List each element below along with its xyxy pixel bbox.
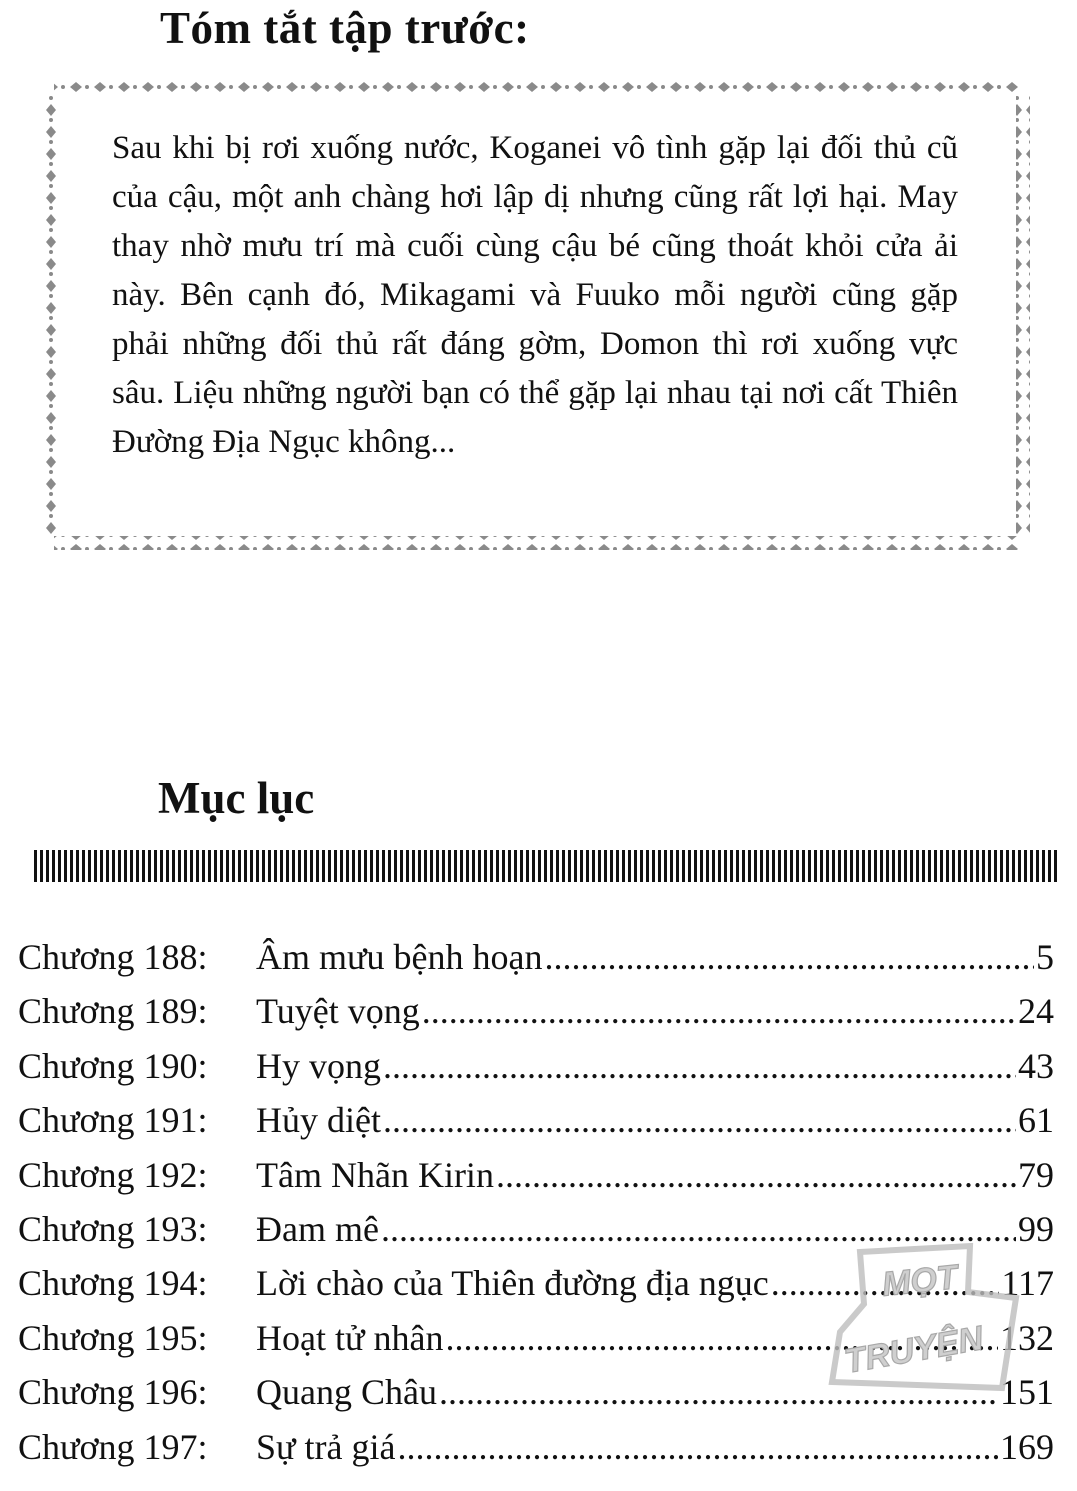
toc-chapter-name: Tâm Nhãn Kirin xyxy=(256,1154,494,1195)
toc-chapter-number: Chương 195: xyxy=(18,1317,208,1358)
toc-page-number: 99 xyxy=(1018,1208,1054,1249)
toc-chapter-number: Chương 193: xyxy=(18,1208,208,1249)
toc-chapter-name: Hoạt tử nhân xyxy=(256,1317,444,1358)
toc-chapter-name: Sự trả giá xyxy=(256,1426,396,1467)
toc-page-number: 43 xyxy=(1018,1045,1054,1086)
toc-chapter-number: Chương 190: xyxy=(18,1045,208,1086)
watermark-line-2: TRUYỆN xyxy=(841,1319,986,1381)
toc-chapter-number: Chương 192: xyxy=(18,1154,208,1195)
toc-chapter-name: Lời chào của Thiên đường địa ngục xyxy=(256,1263,769,1304)
toc-entry xyxy=(18,1099,1054,1153)
toc-page-number: 61 xyxy=(1018,1100,1054,1141)
toc-page-number: 151 xyxy=(1000,1372,1054,1413)
toc-dot-leader xyxy=(496,1154,1016,1196)
watermark-line-1: MỌT xyxy=(880,1258,960,1304)
toc-chapter-name: Âm mưu bệnh hoạn xyxy=(256,937,543,977)
summary-title: Tóm tắt tập trước: xyxy=(160,3,530,53)
toc-chapter-number: Chương 197: xyxy=(18,1426,208,1467)
toc-chapter-number: Chương 188: xyxy=(18,937,208,977)
toc-page-number: 5 xyxy=(1036,937,1054,977)
toc-chapter-number: Chương 191: xyxy=(18,1100,208,1141)
toc-dot-leader xyxy=(422,990,1016,1032)
decorative-barcode-divider xyxy=(34,850,1058,882)
watermark-logo-graphic xyxy=(820,1240,1020,1400)
toc-dot-leader xyxy=(544,936,1034,978)
toc-chapter-name: Quang Châu xyxy=(256,1372,437,1413)
toc-entry xyxy=(18,990,1054,1044)
toc-title: Mục lục xyxy=(158,773,315,823)
toc-entry xyxy=(18,1426,1054,1480)
toc-page-number: 79 xyxy=(1018,1154,1054,1195)
toc-chapter-name: Đam mê xyxy=(256,1208,379,1249)
toc-chapter-name: Hủy diệt xyxy=(256,1100,381,1141)
toc-dot-leader xyxy=(383,1099,1016,1141)
toc-chapter-number: Chương 189: xyxy=(18,991,208,1032)
toc-page-number: 169 xyxy=(1000,1426,1054,1467)
toc-page-number: 132 xyxy=(1000,1317,1054,1358)
toc-page-number: 117 xyxy=(1001,1263,1054,1304)
toc-page-number: 24 xyxy=(1018,991,1054,1032)
toc-chapter-name: Tuyệt vọng xyxy=(256,991,420,1032)
toc-dot-leader xyxy=(383,1045,1016,1087)
toc-dot-leader xyxy=(397,1426,998,1468)
summary-text: Sau khi bị rơi xuống nước, Koganei vô tình gặp lại đối thủ cũ của cậu, một anh chàng hơi lập dị nhưng cũng rất lợi hại. May thay nhờ mưu trí mà cuối cùng cậu bé cũng thoát khỏi cửa ải này. Bên cạnh đó, Mikagami và Fuuko mỗi người cũng gặp phải những đối thủ rất đáng gờm, Domon thì rơi xuống vực sâu. Liệu những người bạn có thể gặp lại nhau tại nơi cất Thiên Đường Địa Ngục không... xyxy=(112,130,958,460)
watermark-logo xyxy=(820,1240,1020,1400)
toc-entry xyxy=(18,936,1054,990)
toc-entry xyxy=(18,1154,1054,1208)
toc-chapter-name: Hy vọng xyxy=(256,1045,381,1086)
toc-chapter-number: Chương 194: xyxy=(18,1263,208,1304)
toc-entry xyxy=(18,1045,1054,1099)
toc-chapter-number: Chương 196: xyxy=(18,1372,208,1413)
